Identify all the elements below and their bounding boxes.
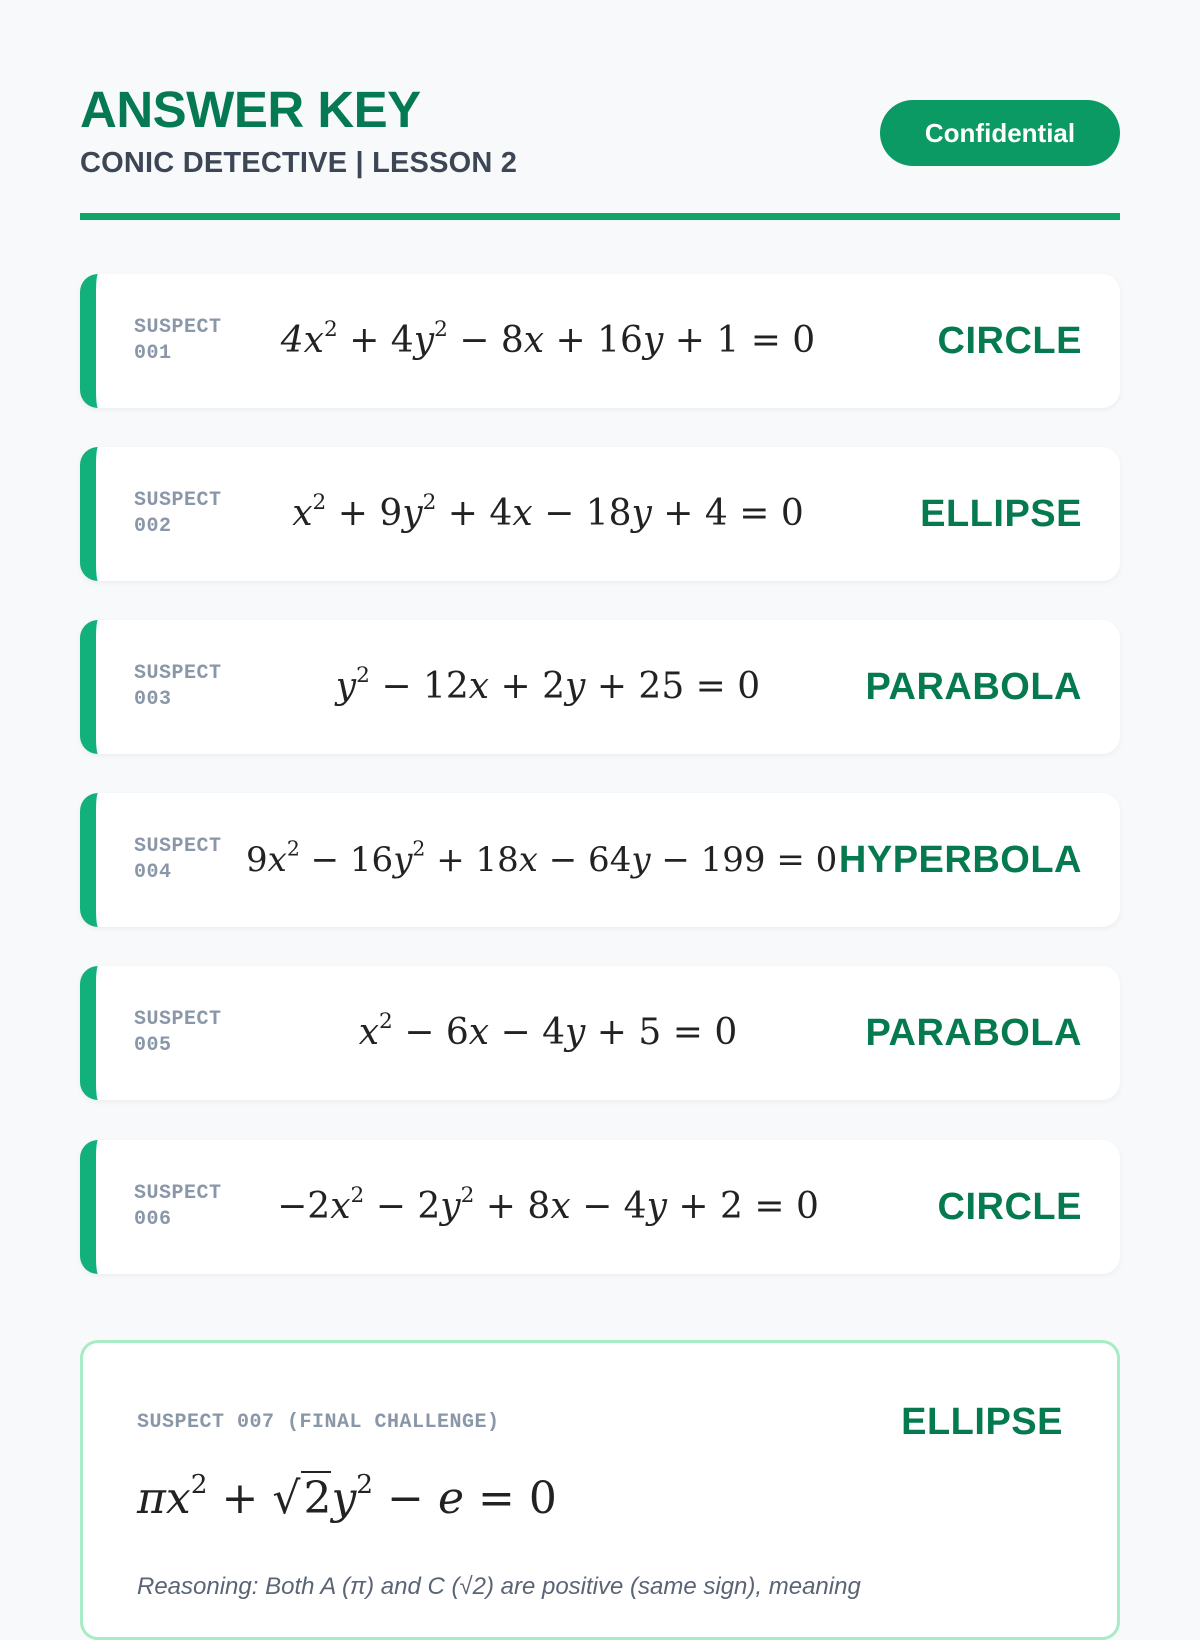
suspect-card bbox=[80, 274, 1120, 408]
suspect-answer: CIRCLE bbox=[937, 320, 1082, 362]
suspect-answer: PARABOLA bbox=[865, 1012, 1082, 1054]
suspect-card bbox=[80, 620, 1120, 754]
suspect-answer: PARABOLA bbox=[865, 666, 1082, 708]
answer-key-page bbox=[80, 0, 1120, 1600]
suspect-equation: $x^2 + 9y^2 + 4x - 18y + 4 = 0$ bbox=[292, 489, 804, 534]
suspect-label: SUSPECT 003 bbox=[134, 662, 222, 711]
confidential-badge: Confidential bbox=[880, 100, 1120, 166]
suspect-label: SUSPECT 006 bbox=[134, 1182, 222, 1231]
final-answer: ELLIPSE bbox=[901, 1401, 1063, 1443]
final-equation: $\pi x^2 + √2y^2 - e = 0$ bbox=[137, 1469, 557, 1524]
suspect-answer: ELLIPSE bbox=[920, 493, 1082, 535]
final-reasoning: Reasoning: Both A (π) and C (√2) are positive (same sign), meaning bbox=[137, 1573, 861, 1600]
suspect-equation: $x^2 - 6x - 4y + 5 = 0$ bbox=[358, 1008, 738, 1053]
page-title: ANSWER KEY bbox=[80, 81, 421, 138]
header bbox=[80, 82, 1120, 182]
suspect-card bbox=[80, 793, 1120, 927]
header-divider bbox=[80, 213, 1120, 220]
suspect-label: SUSPECT 002 bbox=[134, 489, 222, 538]
suspect-answer: CIRCLE bbox=[937, 1186, 1082, 1228]
suspect-card bbox=[80, 1140, 1120, 1274]
final-suspect-label: SUSPECT 007 (FINAL CHALLENGE) bbox=[137, 1411, 500, 1434]
page-subtitle: CONIC DETECTIVE | LESSON 2 bbox=[80, 147, 518, 179]
suspect-card bbox=[80, 966, 1120, 1100]
suspect-equation: $y^2 - 12x + 2y + 25 = 0$ bbox=[335, 662, 761, 707]
suspect-answer: HYPERBOLA bbox=[838, 839, 1082, 881]
suspect-equation: $9x^2 - 16y^2 + 18x - 64y - 199 = 0$ bbox=[246, 836, 838, 880]
final-challenge-card bbox=[80, 1340, 1120, 1640]
suspect-card bbox=[80, 447, 1120, 581]
suspect-label: SUSPECT 005 bbox=[134, 1008, 222, 1057]
suspect-label: SUSPECT 001 bbox=[134, 316, 222, 365]
suspect-label: SUSPECT 004 bbox=[134, 835, 222, 884]
suspect-equation: $4x^2 + 4y^2 - 8x + 16y + 1 = 0$ bbox=[280, 316, 816, 361]
suspect-equation: $-2x^2 - 2y^2 + 8x - 4y + 2 = 0$ bbox=[277, 1182, 819, 1227]
